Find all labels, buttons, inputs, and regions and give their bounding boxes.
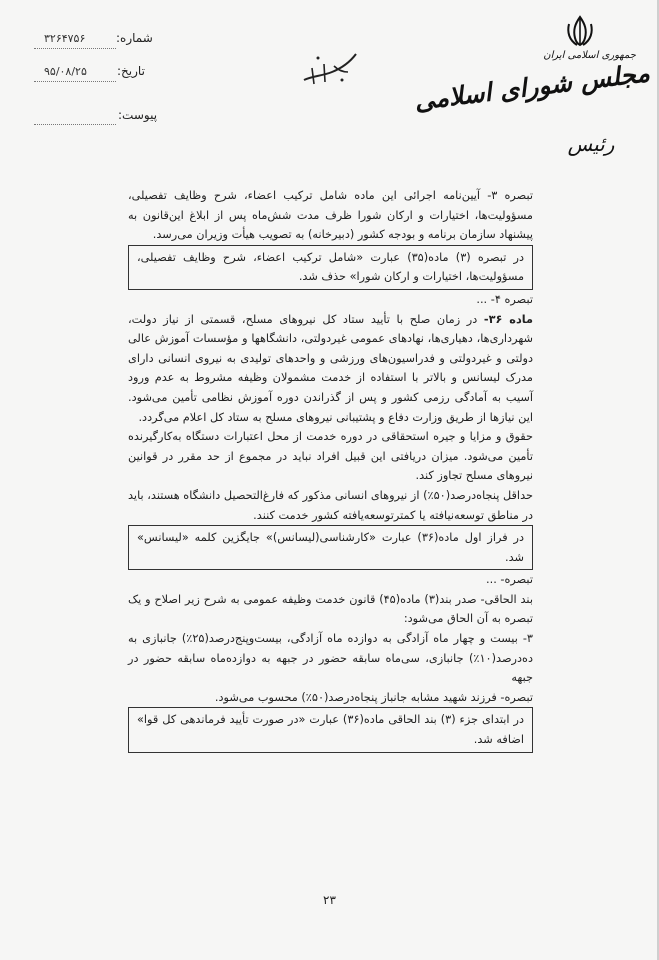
date-value: ۹۵/۰۸/۲۵ <box>44 65 87 78</box>
date-dotted-line <box>34 81 116 82</box>
paragraph-salary: حقوق و مزایا و جیره استحقاقی در دوره خدمت از محل اعتبارات دستگاه به‌کارگیرنده تأمین می‌شود. میزان دریافتی این قبیل افراد نباید در مجموع از حد مقرر در قوانین نیروهای مسلح تجاوز کند. <box>128 430 533 483</box>
page-number: ۲۳ <box>323 893 336 907</box>
paragraph-martyr-child: تبصره- فرزند شهید مشابه جانباز پنجاه‌درصد(۵۰٪) محسوب می‌شود. <box>214 690 533 704</box>
article-36-text: در زمان صلح با تأیید ستاد کل نیروهای مسلح، قسمتی از نیاز دولت، شهرداری‌ها، دهیاری‌ها، نهادهای عمومی غیردولتی، دانشگاهها و مؤسسات آموزش عالی دولتی و غیردولتی و فدراسیون‌های ورزشی و واحدهای تولیدی به نیروی انسانی دارای مدرک لیسانس و بالاتر با استفاده از خدمت مشمولان وظیفه مشروط به عدم ورود آسیب به آمادگی رزمی کشور و پس از گذراندن دوره آموزش نظامی تأمین می‌شود. این نیازها از طریق وزارت دفاع و پشتیبانی نیروهای مسلح به ستاد کل اعلام می‌گردد. <box>128 312 533 424</box>
president-logo-text: رئیس <box>567 132 615 156</box>
paragraph-note-4: تبصره ۴- ... <box>476 292 533 306</box>
number-dotted-line <box>34 48 116 49</box>
paragraph-note: تبصره- ... <box>486 573 533 587</box>
republic-logo-text: جمهوری اسلامی ایران <box>543 50 636 61</box>
date-label: تاریخ: <box>117 64 145 78</box>
attachment-label: پیوست: <box>118 108 158 122</box>
paragraph-minimum-50: حداقل پنجاه‌درصد(۵۰٪) از نیروهای انسانی مذکور که فارغ‌التحصیل دانشگاه هستند، باید در مناطق توسعه‌نیافته یا کمترتوسعه‌یافته کشور خدمت کنند. <box>128 488 533 522</box>
number-value: ۳۲۶۴۷۵۶ <box>44 32 86 45</box>
amendment-box-3: در ابتدای جزء (۳) بند الحاقی ماده(۳۶) عبارت «در صورت تأیید فرماندهی کل قوا» اضافه شد. <box>128 707 533 752</box>
amendment-box-1: در تبصره (۳) ماده(۳۵) عبارت «شامل ترکیب اعضاء، شرح وظایف تفصیلی، مسؤولیت‌ها، اختیارات و ارکان شورا» حذف شد. <box>128 245 533 290</box>
paragraph-item-3: ۳- بیست و چهار ماه آزادگی به دوازده ماه آزادگی، بیست‌وپنج‌درصد(۲۵٪) جانبازی به ده‌درصد(۱۰٪) جانبازی، سی‌ماه سابقه حضور در جبهه به دوازده‌ماه سابقه حضور در جبهه <box>128 632 533 685</box>
assembly-logo-text: مجلس شورای اسلامی <box>412 58 652 116</box>
iran-emblem-icon <box>565 14 595 48</box>
attachment-dotted-line <box>34 124 116 125</box>
paragraph-annex-clause: بند الحاقی- صدر بند(۳) ماده(۴۵) قانون خدمت وظیفه عمومی به شرح زیر اصلاح و یک تبصره به آن الحاق می‌شود: <box>128 592 533 626</box>
bismillah-calligraphy-icon <box>298 46 362 90</box>
paragraph-note-3: تبصره ۳- آیین‌نامه اجرائی این ماده شامل ترکیب اعضاء، شرح وظایف تفصیلی، مسؤولیت‌ها، اختیارات و ارکان شورا ظرف مدت شش‌ماه پس از ابلاغ این‌قانون به پیشنهاد سازمان برنامه و بودجه کشور (دبیرخانه) به تصویب هیأت وزیران می‌رسد. <box>128 189 534 242</box>
paragraph-article-36 <box>128 310 533 428</box>
number-label: شماره: <box>116 31 153 45</box>
document-body <box>128 186 533 753</box>
amendment-box-2: در فراز اول ماده(۳۶) عبارت «کارشناسی(لیسانس)» جایگزین کلمه «لیسانس» شد. <box>128 525 533 570</box>
article-36-heading: ماده ۳۶- <box>483 312 533 326</box>
